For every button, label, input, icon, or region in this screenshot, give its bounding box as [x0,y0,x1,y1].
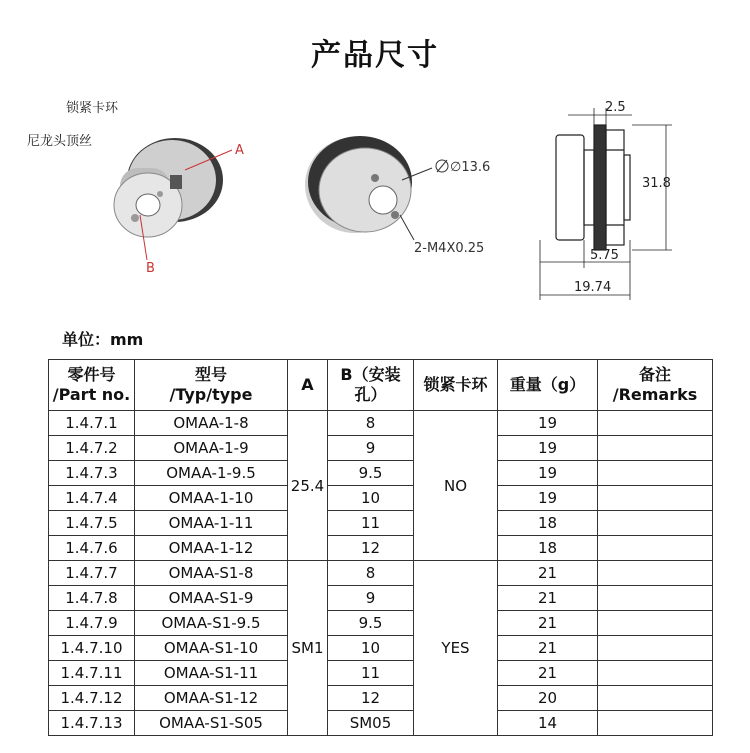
header-b-line1: B（安装 [340,365,401,384]
product-render-back [305,136,412,233]
header-b [328,360,414,411]
table-row [49,711,713,736]
cell-remarks [598,661,713,686]
dim-5-75: 5.75 [590,248,619,263]
cell-remarks [598,686,713,711]
cell-a-group2: SM1 [288,561,328,736]
table-row [49,686,713,711]
header-a: A [288,360,328,411]
cell-part: 1.4.7.12 [49,686,135,711]
nylon-screw-label: 尼龙头顶丝 [27,134,93,149]
header-typ-cn: 型号 [194,365,227,384]
cell-b: 8 [328,561,414,586]
cell-remarks [598,486,713,511]
cell-typ: OMAA-1-9 [135,436,288,461]
table-row [49,486,713,511]
cell-remarks [598,611,713,636]
cell-remarks [598,711,713,736]
dim-diameter: ∅13.6 [450,160,491,175]
lock-ring-label: 锁紧卡环 [66,101,119,116]
cell-b: 8 [328,411,414,436]
cell-typ: OMAA-S1-9 [135,586,288,611]
cell-typ: OMAA-1-11 [135,511,288,536]
cell-typ: OMAA-S1-S05 [135,711,288,736]
label-a: A [235,143,244,158]
cell-typ: OMAA-1-12 [135,536,288,561]
cell-remarks [598,561,713,586]
cell-part: 1.4.7.5 [49,511,135,536]
header-part-no [49,360,135,411]
table-row [49,536,713,561]
dim-2-5: 2.5 [605,100,626,115]
cell-b: SM05 [328,711,414,736]
cell-lock-group2: YES [414,561,498,736]
cell-remarks [598,536,713,561]
cell-typ: OMAA-1-8 [135,411,288,436]
cell-b: 9.5 [328,611,414,636]
cell-weight: 19 [498,461,598,486]
cell-weight: 21 [498,661,598,686]
side-view-drawing [556,125,630,250]
cell-part: 1.4.7.8 [49,586,135,611]
cell-weight: 19 [498,486,598,511]
cell-part: 1.4.7.3 [49,461,135,486]
header-typ [135,360,288,411]
cell-weight: 21 [498,586,598,611]
spec-table [48,359,713,736]
header-typ-en: /Typ/type [169,385,253,404]
unit-label: 单位：mm [62,330,144,349]
cell-weight: 20 [498,686,598,711]
table-row [49,561,713,586]
header-remarks [598,360,713,411]
cell-weight: 21 [498,636,598,661]
table-row [49,611,713,636]
cell-part: 1.4.7.13 [49,711,135,736]
cell-part: 1.4.7.9 [49,611,135,636]
cell-weight: 18 [498,511,598,536]
product-render-front [114,138,223,237]
cell-b: 9.5 [328,461,414,486]
table-row [49,586,713,611]
table-row [49,636,713,661]
header-weight: 重量（g） [498,360,598,411]
header-remarks-en: /Remarks [612,385,698,404]
cell-typ: OMAA-1-9.5 [135,461,288,486]
cell-typ: OMAA-S1-10 [135,636,288,661]
cell-b: 11 [328,511,414,536]
cell-part: 1.4.7.7 [49,561,135,586]
cell-remarks [598,436,713,461]
header-part-no-en: /Part no. [52,385,131,404]
cell-remarks [598,511,713,536]
cell-typ: OMAA-S1-9.5 [135,611,288,636]
cell-part: 1.4.7.10 [49,636,135,661]
cell-weight: 21 [498,561,598,586]
cell-weight: 21 [498,611,598,636]
cell-part: 1.4.7.11 [49,661,135,686]
cell-weight: 19 [498,436,598,461]
page-title: 产品尺寸 [311,38,439,73]
cell-a-group1: 25.4 [288,411,328,561]
cell-b: 10 [328,486,414,511]
label-b: B [146,261,155,276]
header-lock: 锁紧卡环 [414,360,498,411]
cell-part: 1.4.7.4 [49,486,135,511]
cell-typ: OMAA-S1-8 [135,561,288,586]
cell-typ: OMAA-S1-11 [135,661,288,686]
cell-b: 9 [328,586,414,611]
cell-b: 12 [328,536,414,561]
cell-typ: OMAA-S1-12 [135,686,288,711]
cell-weight: 19 [498,411,598,436]
header-remarks-cn: 备注 [638,365,671,384]
dim-thread: 2-M4X0.25 [414,241,485,256]
table-row [49,661,713,686]
cell-weight: 14 [498,711,598,736]
cell-b: 11 [328,661,414,686]
cell-b: 10 [328,636,414,661]
dim-19-74: 19.74 [574,280,612,295]
table-row [49,436,713,461]
table-row [49,461,713,486]
cell-remarks [598,586,713,611]
dim-31-8: 31.8 [642,176,671,191]
product-drawing [0,90,750,310]
cell-remarks [598,461,713,486]
cell-lock-group1: NO [414,411,498,561]
cell-part: 1.4.7.6 [49,536,135,561]
cell-typ: OMAA-1-10 [135,486,288,511]
cell-part: 1.4.7.2 [49,436,135,461]
cell-remarks [598,411,713,436]
cell-part: 1.4.7.1 [49,411,135,436]
table-row [49,411,713,436]
cell-b: 9 [328,436,414,461]
cell-remarks [598,636,713,661]
table-header-row [49,360,713,411]
header-part-no-cn: 零件号 [67,365,116,384]
cell-weight: 18 [498,536,598,561]
table-row [49,511,713,536]
cell-b: 12 [328,686,414,711]
header-b-line2: 孔） [354,385,387,404]
